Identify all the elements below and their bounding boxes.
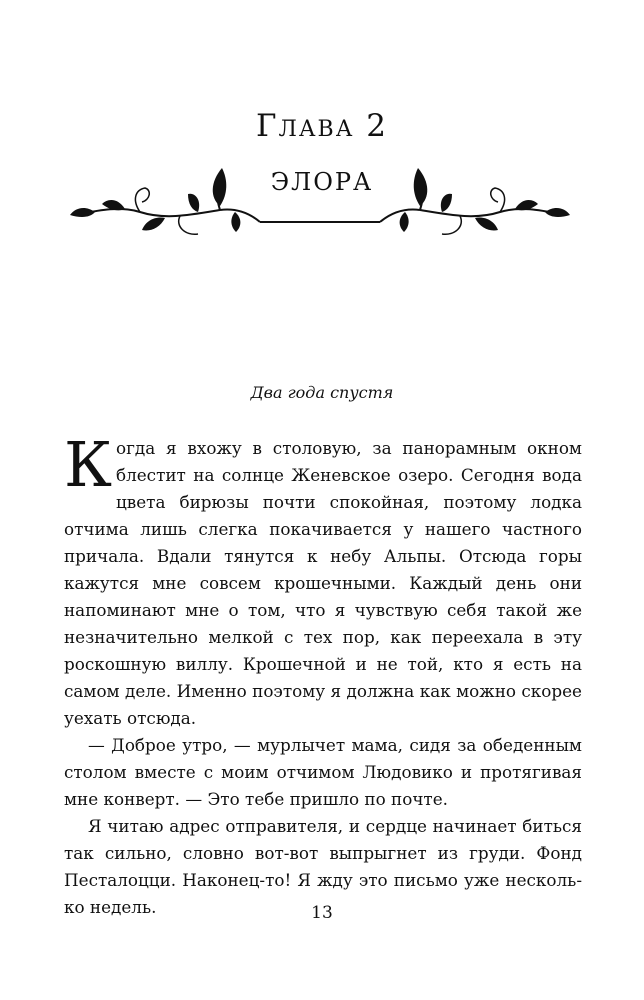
chapter-title: Глава 2 [256, 108, 388, 144]
paragraph: Я читаю адрес отправителя, и сердце начинает биться так сильно, словно вот-вот выпрыгнет из груди. Фонд Песталоцци. Наконец-то! Я жду это письмо уже несколько недель. [64, 816, 582, 917]
paragraph-text: огда я вхожу в столовую, за панорамным окном блестит на солнце Женевское озеро. Сегодня вода цвета бирюзы почти спокойная, поэтому лодка отчима лишь слегка покачивается у нашего частного причала. Вдали тянутся к небу Альпы. Отсюда горы кажутся мне совсем крошечными. Каждый день они напоминают мне о том, что я чувствую себя такой же незначительно мелкой с тех пор, как переехала в эту роскошную виллу. Крошечной и не той, кто я есть на самом деле. Именно поэтому я должна как можно скорее уехать отсюда. [64, 438, 582, 728]
chapter-subtitle: ЭЛОРА [270, 168, 374, 196]
drop-cap: К [64, 428, 112, 501]
paragraph [64, 428, 582, 732]
page-number: 13 [311, 903, 333, 923]
paragraph: — Доброе утро, — мурлычет мама, сидя за обеденным столом вместе с моим отчимом Людовико и протягивая мне конверт. — Это тебе пришло по почте. [64, 735, 582, 809]
epigraph: Два года спустя [250, 383, 394, 402]
body-text [64, 428, 582, 921]
